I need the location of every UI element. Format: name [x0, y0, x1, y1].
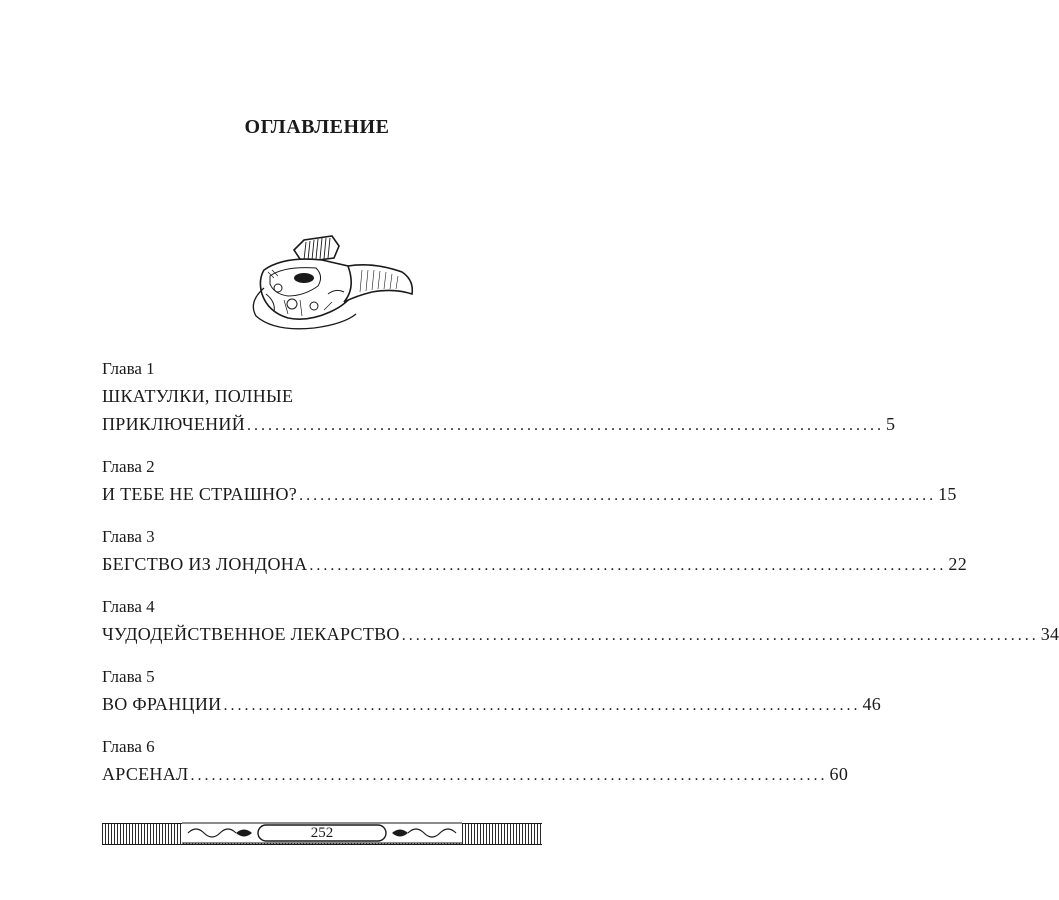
chapter-title-line[interactable] [102, 410, 896, 440]
chapter-page-number: 22 [948, 554, 968, 574]
dot-leader: ........................................................................................... [190, 767, 828, 784]
chapter-title: ЧУДОДЕЙСТВЕННОЕ ЛЕКАРСТВО [102, 624, 400, 644]
chapter-title: И ТЕБЕ НЕ СТРАШНО? [102, 484, 298, 504]
plague-doctor-mask-icon [244, 232, 416, 332]
chapter-label: Глава 1 [102, 359, 155, 378]
chapter-title-line[interactable] [102, 620, 1059, 650]
chapter-label: Глава 6 [102, 737, 155, 756]
chapter-entry [102, 356, 896, 440]
chapter-title: БЕГСТВО ИЗ ЛОНДОНА [102, 554, 308, 574]
chapter-entry [102, 594, 1059, 650]
chapter-label: Глава 2 [102, 457, 155, 476]
page-number: 252 [310, 825, 334, 841]
chapter-title-line[interactable] [102, 690, 882, 720]
dot-leader: ........................................................................................... [309, 557, 947, 574]
dot-leader: ........................................................................................... [299, 487, 937, 504]
chapter-title: ШКАТУЛКИ, ПОЛНЫЕ [102, 386, 294, 406]
chapter-entry [102, 664, 882, 720]
chapter-entry [102, 524, 968, 580]
chapter-title-line[interactable] [102, 480, 957, 510]
chapter-page-number: 46 [862, 694, 882, 714]
table-of-contents [102, 356, 1059, 804]
chapter-title-line[interactable] [102, 550, 968, 580]
page-title: ОГЛАВЛЕНИЕ [244, 116, 390, 138]
chapter-title-line[interactable] [102, 760, 849, 790]
chapter-page-number: 15 [938, 484, 957, 504]
dot-leader: ........................................................................................... [247, 417, 885, 434]
chapter-page-number: 34 [1040, 624, 1059, 644]
chapter-label: Глава 5 [102, 667, 155, 686]
chapter-title: ВО ФРАНЦИИ [102, 694, 222, 714]
chapter-page-number: 5 [886, 414, 896, 434]
chapter-entry [102, 454, 957, 510]
dot-leader: ........................................................................................... [223, 697, 861, 714]
chapter-title: ПРИКЛЮЧЕНИЙ [102, 414, 246, 434]
page-footer [102, 820, 542, 846]
chapter-title: АРСЕНАЛ [102, 764, 189, 784]
chapter-entry [102, 734, 849, 790]
chapter-page-number: 60 [829, 764, 849, 784]
chapter-label: Глава 3 [102, 527, 155, 546]
dot-leader: ........................................................................................... [401, 627, 1039, 644]
chapter-label: Глава 4 [102, 597, 155, 616]
